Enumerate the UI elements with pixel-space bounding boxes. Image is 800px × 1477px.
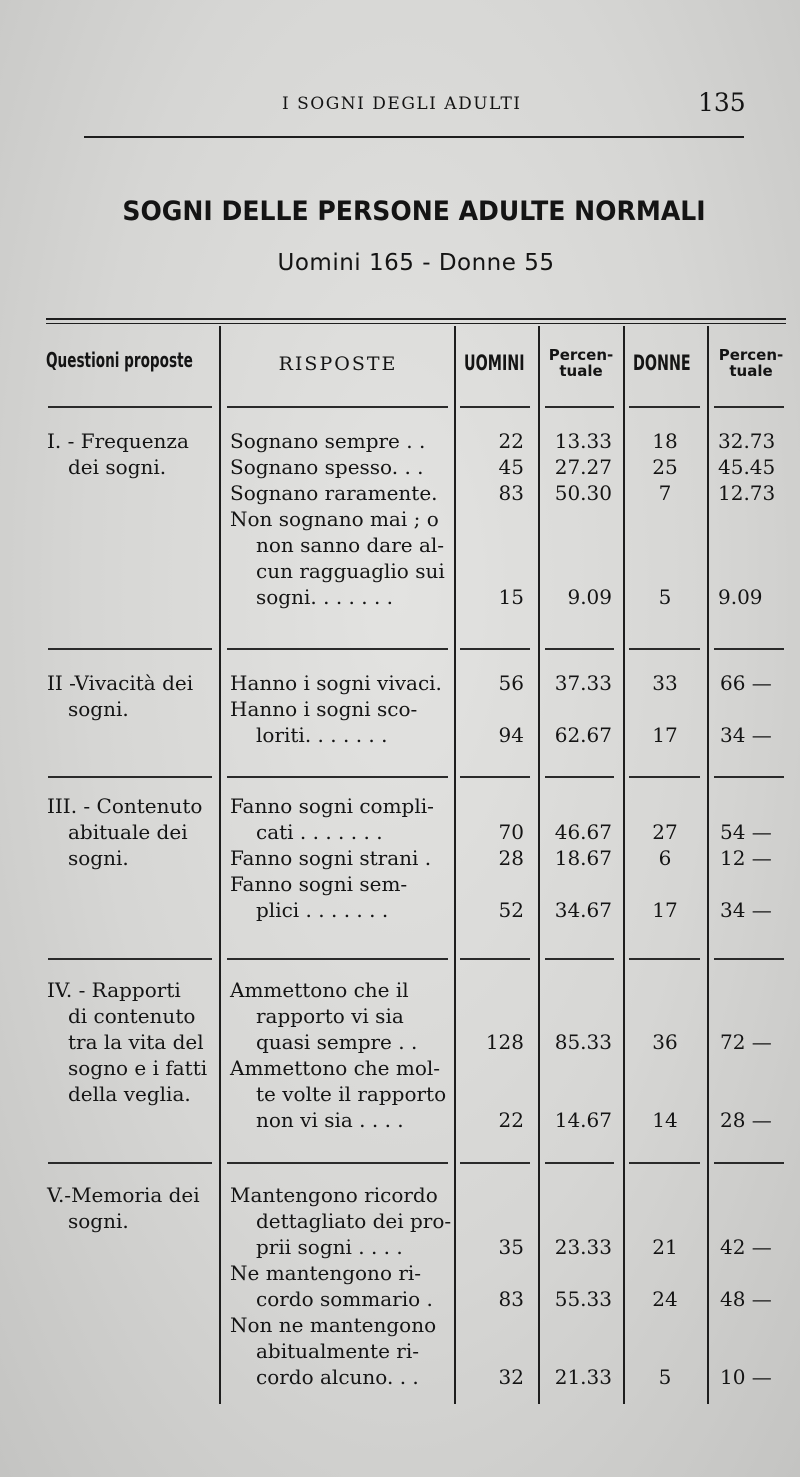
women-percentage: 66 — xyxy=(720,671,772,695)
women-count: 5 xyxy=(658,1365,672,1389)
answer-line: Non ne mantengono xyxy=(230,1313,437,1337)
row-separator xyxy=(545,406,614,408)
women-percentage: 34 — xyxy=(720,723,772,747)
men-percentage: 34.67 xyxy=(554,898,612,922)
answer-line: cun ragguaglio sui xyxy=(256,559,445,583)
women-count: 21 xyxy=(652,1235,678,1259)
row-separator xyxy=(48,406,212,408)
column-divider xyxy=(707,326,709,1404)
men-count: 15 xyxy=(498,585,524,609)
running-head-title: I SOGNI DEGLI ADULTI xyxy=(282,94,522,114)
women-count: 36 xyxy=(652,1030,678,1054)
men-percentage: 62.67 xyxy=(554,723,612,747)
row-separator xyxy=(714,648,784,650)
row-separator xyxy=(227,776,448,778)
column-header-pct-women: Percen- tuale xyxy=(718,346,784,380)
women-percentage: 9.09 xyxy=(718,585,763,609)
row-separator xyxy=(227,648,448,650)
women-percentage: 28 — xyxy=(720,1108,772,1132)
men-percentage: 37.33 xyxy=(554,671,612,695)
column-header-answers: RISPOSTE xyxy=(278,353,398,375)
women-count: 33 xyxy=(652,671,678,695)
women-count: 18 xyxy=(652,429,678,453)
men-count: 70 xyxy=(498,820,524,844)
women-percentage: 72 — xyxy=(720,1030,772,1054)
women-percentage: 48 — xyxy=(720,1287,772,1311)
row-separator xyxy=(629,776,700,778)
women-count: 14 xyxy=(652,1108,678,1132)
question-label: II -Vivacità dei xyxy=(47,671,194,695)
row-separator xyxy=(545,648,614,650)
question-label: III. - Contenuto xyxy=(47,794,203,818)
row-separator xyxy=(460,776,530,778)
men-percentage: 14.67 xyxy=(554,1108,612,1132)
answer-line: cordo alcuno. . . xyxy=(256,1365,419,1389)
column-header-men: UOMINI xyxy=(464,351,525,375)
answer-line: dettagliato dei pro- xyxy=(256,1209,452,1233)
question-label: sogni. xyxy=(68,697,129,721)
men-percentage: 46.67 xyxy=(554,820,612,844)
question-label: di contenuto xyxy=(68,1004,196,1028)
women-percentage: 45.45 xyxy=(718,455,776,479)
answer-line: cati . . . . . . . xyxy=(256,820,383,844)
men-count: 45 xyxy=(498,455,524,479)
women-percentage: 54 — xyxy=(720,820,772,844)
page-number: 135 xyxy=(698,88,746,117)
answer-line: non sanno dare al- xyxy=(256,533,445,557)
question-label: sogno e i fatti xyxy=(68,1056,208,1080)
row-separator xyxy=(460,1162,530,1164)
men-count: 83 xyxy=(498,1287,524,1311)
men-percentage: 21.33 xyxy=(554,1365,612,1389)
answer-line: prii sogni . . . . xyxy=(256,1235,403,1259)
row-separator xyxy=(714,776,784,778)
question-label: tra la vita del xyxy=(68,1030,204,1054)
table-subtitle: Uomini 165 - Donne 55 xyxy=(277,250,555,276)
column-header-women: DONNE xyxy=(633,351,691,375)
row-separator xyxy=(460,648,530,650)
row-separator xyxy=(227,958,448,960)
row-separator xyxy=(629,958,700,960)
row-separator xyxy=(714,1162,784,1164)
answer-line: Mantengono ricordo xyxy=(230,1183,438,1207)
men-percentage: 23.33 xyxy=(554,1235,612,1259)
row-separator xyxy=(48,1162,212,1164)
women-count: 27 xyxy=(652,820,678,844)
answer-line: plici . . . . . . . xyxy=(256,898,389,922)
row-separator xyxy=(545,958,614,960)
answer-line: Fanno sogni strani . xyxy=(230,846,432,870)
answer-line: te volte il rapporto xyxy=(256,1082,447,1106)
women-percentage: 34 — xyxy=(720,898,772,922)
question-label: I. - Frequenza xyxy=(47,429,189,453)
women-count: 7 xyxy=(658,481,672,505)
row-separator xyxy=(629,406,700,408)
women-percentage: 12 — xyxy=(720,846,772,870)
row-separator xyxy=(629,648,700,650)
question-label: sogni. xyxy=(68,1209,129,1233)
men-percentage: 27.27 xyxy=(554,455,612,479)
answer-line: Non sognano mai ; o xyxy=(230,507,439,531)
women-count: 5 xyxy=(658,585,672,609)
men-count: 94 xyxy=(498,723,524,747)
row-separator xyxy=(48,648,212,650)
women-count: 17 xyxy=(652,723,678,747)
row-separator xyxy=(227,406,448,408)
answer-line: Sognano sempre . . xyxy=(230,429,426,453)
row-separator xyxy=(714,406,784,408)
row-separator xyxy=(714,958,784,960)
women-count: 6 xyxy=(658,846,672,870)
table-top-rule-thin xyxy=(46,323,786,324)
row-separator xyxy=(460,958,530,960)
answer-line: sogni. . . . . . . xyxy=(256,585,394,609)
women-count: 24 xyxy=(652,1287,678,1311)
answer-line: Sognano raramente. xyxy=(230,481,438,505)
answer-line: abitualmente ri- xyxy=(256,1339,419,1363)
answer-line: Fanno sogni compli- xyxy=(230,794,434,818)
men-percentage: 18.67 xyxy=(554,846,612,870)
men-count: 35 xyxy=(498,1235,524,1259)
running-head xyxy=(0,88,800,122)
row-separator xyxy=(545,1162,614,1164)
men-count: 56 xyxy=(498,671,524,695)
men-count: 128 xyxy=(485,1030,524,1054)
women-percentage: 12.73 xyxy=(718,481,776,505)
question-label: dei sogni. xyxy=(68,455,167,479)
men-count: 83 xyxy=(498,481,524,505)
row-separator xyxy=(48,776,212,778)
table-title: SOGNI DELLE PERSONE ADULTE NORMALI xyxy=(122,196,706,227)
question-label: IV. - Rapporti xyxy=(47,978,181,1002)
answer-line: Sognano spesso. . . xyxy=(230,455,424,479)
question-label: sogni. xyxy=(68,846,129,870)
men-count: 32 xyxy=(498,1365,524,1389)
row-separator xyxy=(460,406,530,408)
women-percentage: 32.73 xyxy=(718,429,776,453)
row-separator xyxy=(629,1162,700,1164)
question-label: della veglia. xyxy=(68,1082,191,1106)
women-count: 25 xyxy=(652,455,678,479)
men-count: 28 xyxy=(498,846,524,870)
men-count: 22 xyxy=(498,1108,524,1132)
men-percentage: 9.09 xyxy=(567,585,612,609)
answer-line: Fanno sogni sem- xyxy=(230,872,408,896)
column-divider xyxy=(623,326,625,1404)
head-rule xyxy=(84,136,744,138)
answer-line: Hanno i sogni sco- xyxy=(230,697,418,721)
answer-line: non vi sia . . . . xyxy=(256,1108,404,1132)
answer-line: Ammettono che il xyxy=(230,978,409,1002)
women-count: 17 xyxy=(652,898,678,922)
answer-line: Ammettono che mol- xyxy=(230,1056,441,1080)
row-separator xyxy=(545,776,614,778)
row-separator xyxy=(48,958,212,960)
column-divider xyxy=(219,326,221,1404)
men-percentage: 50.30 xyxy=(554,481,612,505)
answer-line: Hanno i sogni vivaci. xyxy=(230,671,442,695)
men-count: 22 xyxy=(498,429,524,453)
answer-line: loriti. . . . . . . xyxy=(256,723,388,747)
men-percentage: 55.33 xyxy=(554,1287,612,1311)
row-separator xyxy=(227,1162,448,1164)
men-percentage: 85.33 xyxy=(554,1030,612,1054)
answer-line: Ne mantengono ri- xyxy=(230,1261,422,1285)
men-count: 52 xyxy=(498,898,524,922)
question-label: V.-Memoria dei xyxy=(47,1183,200,1207)
answer-line: rapporto vi sia xyxy=(256,1004,404,1028)
column-header-pct-men: Percen- tuale xyxy=(548,346,614,380)
column-divider xyxy=(454,326,456,1404)
women-percentage: 10 — xyxy=(720,1365,772,1389)
answer-line: quasi sempre . . xyxy=(256,1030,418,1054)
women-percentage: 42 — xyxy=(720,1235,772,1259)
question-label: abituale dei xyxy=(68,820,188,844)
column-divider xyxy=(538,326,540,1404)
men-percentage: 13.33 xyxy=(554,429,612,453)
answer-line: cordo sommario . xyxy=(256,1287,433,1311)
table-top-rule xyxy=(46,318,786,320)
column-header-questions: Questioni proposte xyxy=(46,348,193,372)
